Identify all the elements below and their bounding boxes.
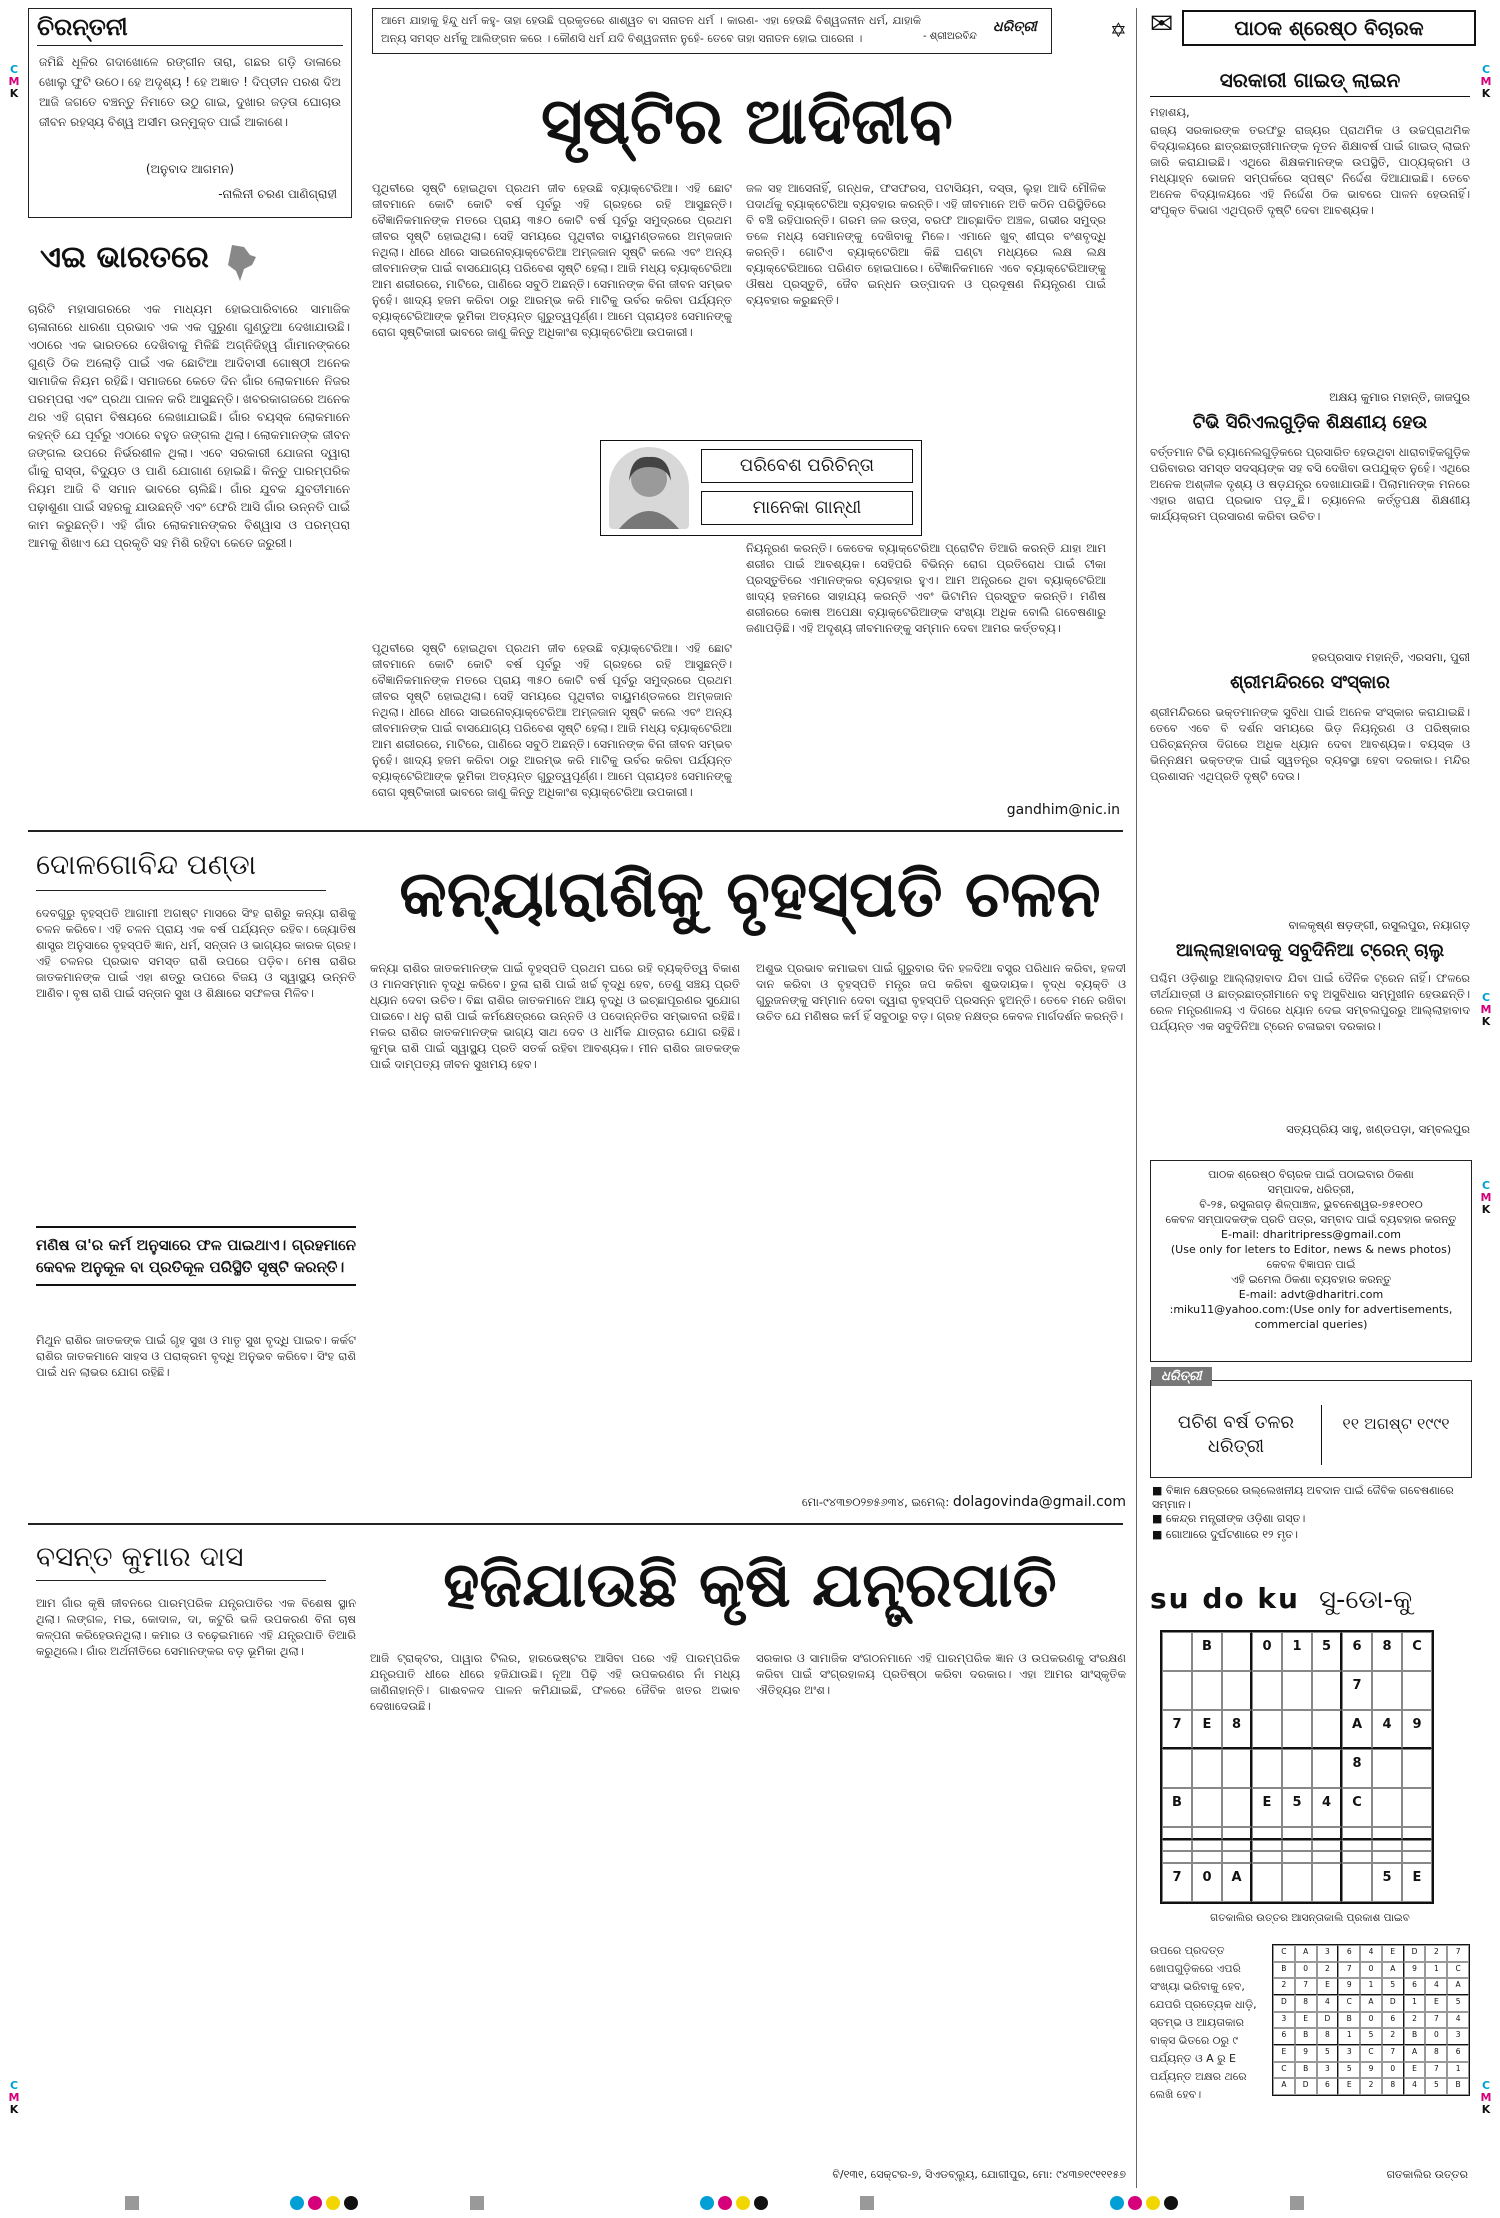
sudoku-cell[interactable]: A [1222,1863,1252,1902]
solution-cell: 9 [1295,2045,1317,2062]
solution-cell: 8 [1295,1995,1317,2012]
solution-cell: A [1295,1945,1317,1962]
sudoku-cell[interactable] [1192,1840,1222,1852]
aji-bharat-label: ଏଇ ଭାରତରେ [40,240,340,290]
solution-cell: B [1338,2012,1360,2029]
sudoku-footer: ଗତକାଲିର ଉତ୍ତର ଆସନ୍ତାକାଲି ପ୍ରକାଶ ପାଇବ [1210,1912,1410,1924]
letter1-body: ରାଜ୍ୟ ସରକାରଙ୍କ ତରଫରୁ ରାଜ୍ୟର ପ୍ରାଥମିକ ଓ ଉଚ୍ଚପ୍ରାଥମିକ ବିଦ୍ୟାଳୟରେ ଛାତ୍ରଛାତ୍ରୀମାନଙ୍କ ନୂତନ ଶିକ୍ଷାବର୍ଷ ପାଇଁ ଗାଇଡ୍ ଲାଇନ ଜାରି କରାଯାଇଛି। ଏଥିରେ ଶିକ୍ଷକମାନଙ୍କ ଉପସ୍ଥିତି, ପାଠ୍ୟକ୍ରମ ଓ ମଧ୍ୟାହ୍ନ ଭୋଜନ ସମ୍ପର୍କରେ ସ୍ପଷ୍ଟ ନିର୍ଦ୍ଦେଶ ଦିଆଯାଇଛି। ତେବେ ଅନେକ ବିଦ୍ୟାଳୟରେ ଏହି ନିର୍ଦ୍ଦେଶ ଠିକ ଭାବରେ ପାଳନ ହେଉନାହିଁ। ସଂପୃକ୍ତ ବିଭାଗ ଏଥିପ୍ରତି ଦୃଷ୍ଟି ଦେବା ଆବଶ୍ୟକ। [1150,123,1470,217]
srishti-col-1b: ପୃଥିବୀରେ ସୃଷ୍ଟି ହୋଇଥିବା ପ୍ରଥମ ଜୀବ ହେଉଛି ବ୍ୟାକ୍ଟେରିଆ। ଏହି ଛୋଟ ଜୀବମାନେ କୋଟି କୋଟି ବର୍ଷ ପୂର୍ବରୁ ଏହି ଗ୍ରହରେ ରହି ଆସୁଛନ୍ତି। ବୈଜ୍ଞାନିକମାନଙ୍କ ମତରେ ପ୍ରାୟ ୩୫୦ କୋଟି ବର୍ଷ ପୂର୍ବରୁ ସମୁଦ୍ରରେ ପ୍ରଥମ ଜୀବର ସୃଷ୍ଟି ହୋଇଥିଲା। ସେହି ସମୟରେ ପୃଥିବୀର ବାୟୁମଣ୍ଡଳରେ ଅମ୍ଳଜାନ ନଥିଲା। ଧୀରେ ଧୀରେ ସାଇନୋବ୍ୟାକ୍ଟେରିଆ ଅମ୍ଳଜାନ ସୃଷ୍ଟି କଲେ ଏବଂ ଅନ୍ୟ ଜୀବମାନଙ୍କ ପାଇଁ ବାସଯୋଗ୍ୟ ପରିବେଶ ସୃଷ୍ଟି ହେଲା। ଆଜି ମଧ୍ୟ ବ୍ୟାକ୍ଟେରିଆ ଆମ ଶରୀରରେ, ମାଟିରେ, ପାଣିରେ ସବୁଠି ଅଛନ୍ତି। ସେମାନଙ୍କ ବିନା ଜୀବନ ସମ୍ଭବ ନୁହେଁ। ଖାଦ୍ୟ ହଜମ କରିବା ଠାରୁ ଆରମ୍ଭ କରି ମାଟିକୁ ଉର୍ବର କରିବା ପର୍ଯ୍ୟନ୍ତ ବ୍ୟାକ୍ଟେରିଆଙ୍କ ଭୂମିକା ଅତ୍ୟନ୍ତ ଗୁରୁତ୍ୱପୂର୍ଣ୍ଣ। ଆମେ ପ୍ରାୟତଃ ସେମାନଙ୍କୁ ରୋଗ ସୃଷ୍ଟିକାରୀ ଭାବରେ ଜାଣୁ କିନ୍ତୁ ଅଧିକାଂଶ ବ୍ୟାକ୍ଟେରିଆ ଉପକାରୀ। [372,641,732,799]
sudoku-cell[interactable] [1222,1827,1252,1840]
solution-cell: 5 [1425,2078,1447,2095]
solution-cell: E [1425,1995,1447,2012]
contact-note1: (Use only for leters to Editor, news & news photos) [1170,1243,1452,1256]
solution-cell: 0 [1295,1962,1317,1979]
sudoku-cell[interactable]: E [1402,1863,1432,1902]
solution-cell: 6 [1338,1945,1360,1962]
krushi-author: ବସନ୍ତ କୁମାର ଦାସ [36,1540,244,1573]
sudoku-cell[interactable]: 4 [1372,1710,1402,1750]
sudoku-cell[interactable] [1402,1840,1432,1852]
sudoku-cell[interactable] [1402,1788,1432,1827]
sudoku-cell[interactable] [1312,1851,1342,1863]
sudoku-cell[interactable] [1252,1749,1282,1788]
column-label: ପରିବେଶ ପରିଚିନ୍ତା [701,449,913,483]
star-icon: ✡ [1110,18,1127,42]
solution-cell: 0 [1382,2062,1404,2079]
sudoku-cell[interactable]: B [1192,1632,1222,1671]
solution-cell: C [1273,1945,1295,1962]
dharitri-logo: ଧରିତ୍ରୀ [993,19,1037,35]
contact-heading: ପାଠକ ଶ୍ରେଷ୍ଠ ବିଚାରକ ପାଇଁ ପଠାଇବାର ଠିକଣା [1208,1168,1414,1181]
sudoku-cell[interactable] [1222,1788,1252,1827]
sudoku-cell[interactable] [1372,1851,1402,1863]
sudoku-cell[interactable] [1282,1863,1312,1902]
solution-cell: 4 [1404,2078,1426,2095]
sudoku-cell[interactable]: 7 [1162,1863,1192,1902]
sudoku-cell[interactable] [1252,1827,1282,1840]
sudoku-cell[interactable]: 7 [1342,1671,1372,1710]
solution-cell: 6 [1382,2012,1404,2029]
quote-text: ଆମେ ଯାହାକୁ ହିନ୍ଦୁ ଧର୍ମ କହୁ- ତାହା ହେଉଛି ପ୍ରକୃତରେ ଶାଶ୍ୱତ ବା ସନାତନ ଧର୍ମ । କାରଣ- ଏହା ହେଉଛି ବିଶ୍ୱଜନୀନ ଧର୍ମ, ଯାହାକି ଅନ୍ୟ ସମସ୍ତ ଧର୍ମକୁ ଆଲିଙ୍ଗନ କରେ । କୌଣସି ଧର୍ମ ଯଦି ବିଶ୍ୱଜନୀନ ନୁହେଁ- ତେବେ ତାହା ସନାତନ ହୋଇ ପାରେନା । [381,14,921,45]
sudoku-cell[interactable] [1342,1827,1372,1840]
sudoku-cell[interactable]: 8 [1372,1632,1402,1671]
headline-srishti: ସୃଷ୍ଟିର ଆଦିଜୀବ [541,84,953,159]
solution-cell: 7 [1295,1978,1317,1995]
solution-cell: 1 [1404,1995,1426,2012]
solution-cell: D [1295,2078,1317,2095]
kanya-contact: ମୋ-୯୪୩୭୦୨୭୫୬୩୪, ଇମେଲ୍: dolagovinda@gmail.com [801,1494,1126,1510]
srishti-col-2: ଜଳ ସହ ଆସେନାହିଁ, ଗନ୍ଧକ, ଫସଫରସ, ପଟାସିୟମ, ଦସ୍ତା, ଲୁହା ଆଦି ମୌଳିକ ପଦାର୍ଥକୁ ବ୍ୟାକ୍ଟେରିଆ ବ୍ୟବହାର କରନ୍ତି। ଏହି ଜୀବମାନେ ଅତି କଠିନ ପରିସ୍ଥିତିରେ ବି ବଞ୍ଚି ରହିପାରନ୍ତି। ଗରମ ଜଳ ଉତ୍ସ, ବରଫ ଆଚ୍ଛାଦିତ ଅଞ୍ଚଳ, ଗଭୀର ସମୁଦ୍ର ତଳେ ମଧ୍ୟ ସେମାନଙ୍କୁ ଦେଖିବାକୁ ମିଳେ। ଏମାନେ ଖୁବ୍ ଶୀଘ୍ର ବଂଶବୃଦ୍ଧି କରନ୍ତି। ଗୋଟିଏ ବ୍ୟାକ୍ଟେରିଆ କିଛି ଘଣ୍ଟା ମଧ୍ୟରେ ଲକ୍ଷ ଲକ୍ଷ ବ୍ୟାକ୍ଟେରିଆରେ ପରିଣତ ହୋଇପାରେ। ବୈଜ୍ଞାନିକମାନେ ଏବେ ବ୍ୟାକ୍ଟେରିଆଙ୍କୁ ଔଷଧ ପ୍ରସ୍ତୁତି, ଜୈବ ଇନ୍ଧନ ଉତ୍ପାଦନ ଓ ପ୍ରଦୂଷଣ ନିୟନ୍ତ୍ରଣ ପାଇଁ ବ୍ୟବହାର କରୁଛନ୍ତି। [746,181,1106,307]
sudoku-cell[interactable] [1342,1863,1372,1902]
sudoku-cell[interactable]: 6 [1342,1632,1372,1671]
solution-cell: C [1360,2045,1382,2062]
contact-box [1150,1160,1472,1362]
history-box [1150,1369,1472,1478]
letter2-title: ଟିଭି ସିରିଏଲଗୁଡ଼ିକ ଶିକ୍ଷଣୀୟ ହେଉ [1192,412,1428,433]
solution-cell: 2 [1360,2078,1382,2095]
contact-line2: ବି-୨୫, ରସୁଲଗଡ଼ ଶିଳ୍ପାଞ୍ଚଳ, ଭୁବନେଶ୍ୱର-୭୫୧୦୧୦ [1199,1198,1423,1211]
solution-cell: 4 [1317,1995,1339,2012]
solution-cell: 2 [1317,1962,1339,1979]
chirantani-verse: ଜମିଛି ଧୂଳିର ଗଦାଖୋଳେ ରଙ୍ଗୀନ ତାରା, ଗଛର ଗଡ଼ି ଡାଳାରେ ଖୋଲୁ ଫୁଟି ଉଠେ। ହେ ଅଦୃଶ୍ୟ ! ହେ ଅଜ୍ଞାତ ! ଦିପ୍ତୀନ ପରଶ ଦିଅ ଆଜି ଜଗତେ ବଞ୍ଚନ୍ତୁ ନିମାତେ ଉଠୁ ଗାଇ, ଦୁଖାର ଜଡ଼ତା ଘୋଚାଉ ଜୀବନ ରହସ୍ୟ ବିଶ୍ୱ ଅସୀମ ଉନ୍ମୁକ୍ତ ପାଇଁ ଆକାଶେ। [39,55,341,129]
solution-cell: E [1382,1945,1404,1962]
contact-email2[interactable]: E-mail: advt@dharitri.com [1238,1288,1384,1301]
cmk-mark-right-bottom: C M K [1480,2079,1492,2116]
kanya-col-3: ଅଶୁଭ ପ୍ରଭାବ କମାଇବା ପାଇଁ ଗୁରୁବାର ଦିନ ହଳଦିଆ ବସ୍ତ୍ର ପରିଧାନ କରିବା, ହଳଦୀ ଦାନ କରିବା ଓ ବୃହସ୍ପତି ମନ୍ତ୍ର ଜପ କରିବା ଶୁଭଦାୟକ। ବୃଦ୍ଧ ବ୍ୟକ୍ତି ଓ ଗୁରୁଜନଙ୍କୁ ସମ୍ମାନ ଦେବା ଦ୍ୱାରା ବୃହସ୍ପତି ପ୍ରସନ୍ନ ହୁଅନ୍ତି। ତେବେ ମନେ ରଖିବା ଉଚିତ ଯେ ମଣିଷର କର୍ମ ହିଁ ସବୁଠାରୁ ବଡ଼। ଗ୍ରହ ନକ୍ଷତ୍ର କେବଳ ମାର୍ଗଦର୍ଶନ କରନ୍ତି। [756,961,1126,1023]
solution-cell: E [1404,2062,1426,2079]
aji-bharat-body: ଚାରିଟି ମହାସାଗରରେ ଏକ ମାଧ୍ୟମ ହୋଇପାରିବାରେ ସାମାଜିକ ଚାଳାନାରେ ଧାରଣା ପ୍ରଭାବ ଏକ ଏକ ପୁରୁଣା ଗୁଣ୍ଡୁଆ ଦେଖାଯାଉଛି। ଏଠାରେ ଏକ ଭାରତରେ ଦେଖିବାକୁ ମିଳିଛି ଅଗ୍ନିଜିହ୍ୱ ଗାଁମାନଙ୍କରେ ଗୁଣ୍ଡି ଠିକ ଅଲୋଡ଼ି ପାଇଁ ଏକ ଛୋଟିଆ ଆଦିବାସୀ ଗୋଷ୍ଠୀ ଅନେକ ସାମାଜିକ ନିୟମ ରହିଛି। ସମାଜରେ କେତେ ଦିନ ଗାଁର ଲୋକମାନେ ନିଜର ପରମ୍ପରା ଏବଂ ପ୍ରଥା ପାଳନ କରି ଆସୁଛନ୍ତି। ଖବରକାଗଜରେ ଅନେକ ଥର ଏହି ଗ୍ରାମ ବିଷୟରେ ଲେଖାଯାଇଛି। ଗାଁର ବୟସ୍କ ଲୋକମାନେ କହନ୍ତି ଯେ ପୂର୍ବରୁ ଏଠାରେ ବହୁତ ଜଙ୍ଗଲ ଥିଲା। ଲୋକମାନଙ୍କ ଜୀବନ ଜଙ୍ଗଲ ଉପରେ ନିର୍ଭରଶୀଳ ଥିଲା। ଏବେ ସରକାରୀ ଯୋଜନା ଦ୍ୱାରା ଗାଁକୁ ରାସ୍ତା, ବିଦ୍ୟୁତ ଓ ପାଣି ଯୋଗାଣ ହୋଇଛି। କିନ୍ତୁ ପାରମ୍ପରିକ ନିୟମ ଆଜି ବି ସମାନ ଭାବରେ ଚାଲିଛି। ଗାଁର ଯୁବକ ଯୁବତୀମାନେ ପଢ଼ାଶୁଣା ପାଇଁ ସହରକୁ ଯାଉଛନ୍ତି ଏବଂ ଫେରି ଆସି ଗାଁର ଉନ୍ନତି ପାଇଁ କାମ କରୁଛନ୍ତି। ଏହି ଗାଁର ଲୋକମାନଙ୍କର ବିଶ୍ୱାସ ଓ ପରମ୍ପରା ଆମକୁ ଶିଖାଏ ଯେ ପ୍ରକୃତି ସହ ମିଶି ରହିବା କେତେ ଜରୁରୀ। [28,302,350,550]
quote-attribution: - ଶ୍ରୀଅରବିନ୍ଦ [923,31,977,42]
srishti-col-1: ପୃଥିବୀରେ ସୃଷ୍ଟି ହୋଇଥିବା ପ୍ରଥମ ଜୀବ ହେଉଛି ବ୍ୟାକ୍ଟେରିଆ। ଏହି ଛୋଟ ଜୀବମାନେ କୋଟି କୋଟି ବର୍ଷ ପୂର୍ବରୁ ଏହି ଗ୍ରହରେ ରହି ଆସୁଛନ୍ତି। ବୈଜ୍ଞାନିକମାନଙ୍କ ମତରେ ପ୍ରାୟ ୩୫୦ କୋଟି ବର୍ଷ ପୂର୍ବରୁ ସମୁଦ୍ରରେ ପ୍ରଥମ ଜୀବର ସୃଷ୍ଟି ହୋଇଥିଲା। ସେହି ସମୟରେ ପୃଥିବୀର ବାୟୁମଣ୍ଡଳରେ ଅମ୍ଳଜାନ ନଥିଲା। ଧୀରେ ଧୀରେ ସାଇନୋବ୍ୟାକ୍ଟେରିଆ ଅମ୍ଳଜାନ ସୃଷ୍ଟି କଲେ ଏବଂ ଅନ୍ୟ ଜୀବମାନଙ୍କ ପାଇଁ ବାସଯୋଗ୍ୟ ପରିବେଶ ସୃଷ୍ଟି ହେଲା। ଆଜି ମଧ୍ୟ ବ୍ୟାକ୍ଟେରିଆ ଆମ ଶରୀରରେ, ମାଟିରେ, ପାଣିରେ ସବୁଠି ଅଛନ୍ତି। ସେମାନଙ୍କ ବିନା ଜୀବନ ସମ୍ଭବ ନୁହେଁ। ଖାଦ୍ୟ ହଜମ କରିବା ଠାରୁ ଆରମ୍ଭ କରି ମାଟିକୁ ଉର୍ବର କରିବା ପର୍ଯ୍ୟନ୍ତ ବ୍ୟାକ୍ଟେରିଆଙ୍କ ଭୂମିକା ଅତ୍ୟନ୍ତ ଗୁରୁତ୍ୱପୂର୍ଣ୍ଣ। ଆମେ ପ୍ରାୟତଃ ସେମାନଙ୍କୁ ରୋଗ ସୃଷ୍ଟିକାରୀ ଭାବରେ ଜାଣୁ କିନ୍ତୁ ଅଧିକାଂଶ ବ୍ୟାକ୍ଟେରିଆ ଉପକାରୀ। [372,181,732,339]
solution-cell: A [1404,2045,1426,2062]
solution-cell: 6 [1447,2045,1469,2062]
sudoku-cell[interactable] [1252,1851,1282,1863]
quote-box [372,8,1052,54]
sudoku-cell[interactable] [1252,1840,1282,1852]
sudoku-cell[interactable]: 0 [1252,1632,1282,1671]
sudoku-cell[interactable]: E [1252,1788,1282,1827]
cmk-mark-right-mid2: C M K [1480,1179,1492,1216]
history-item-1: ■ ବିଜ୍ଞାନ କ୍ଷେତ୍ରରେ ଉଲ୍ଲେଖନୀୟ ଅବଦାନ ପାଇଁ ଜୈବିକ ଗବେଷଣାରେ ସମ୍ମାନ। [1152,1484,1454,1511]
sudoku-cell[interactable] [1192,1671,1222,1710]
sudoku-cell[interactable]: 0 [1192,1863,1222,1902]
chirantani-box [28,8,352,218]
solution-cell: E [1338,2078,1360,2095]
sudoku-cell[interactable] [1312,1827,1342,1840]
sudoku-cell[interactable]: 9 [1402,1710,1432,1750]
solution-cell: 0 [1425,2028,1447,2045]
krushi-col-3: ସରକାର ଓ ସାମାଜିକ ସଂଗଠନମାନେ ଏହି ପାରମ୍ପରିକ ଜ୍ଞାନ ଓ ଉପକରଣକୁ ସଂରକ୍ଷଣ କରିବା ପାଇଁ ସଂଗ୍ରହାଳୟ ପ୍ରତିଷ୍ଠା କରିବା ଦରକାର। ଏହା ଆମର ସାଂସ୍କୃତିକ ଐତିହ୍ୟର ଅଂଶ। [756,1651,1126,1697]
sudoku-cell[interactable] [1162,1840,1192,1852]
sudoku-cell[interactable] [1312,1863,1342,1902]
solution-cell: D [1382,1995,1404,2012]
solution-cell: 1 [1447,2062,1469,2079]
sudoku-cell[interactable]: 8 [1342,1749,1372,1788]
solution-cell: D [1404,1945,1426,1962]
solution-cell: 5 [1317,2045,1339,2062]
sudoku-cell[interactable]: B [1162,1788,1192,1827]
solution-cell: A [1360,1995,1382,2012]
solution-cell: 3 [1338,2045,1360,2062]
history-item-3: ■ ଗୋଆରେ ଦୁର୍ଘଟଣାରେ ୧୨ ମୃତ। [1152,1528,1298,1541]
vsep-right [1136,8,1137,2188]
sudoku-cell[interactable] [1312,1710,1342,1750]
solution-cell: 2 [1382,2028,1404,2045]
sudoku-cell[interactable] [1282,1851,1312,1863]
solution-cell: 2 [1273,1978,1295,1995]
contact-line4: କେବଳ ବିଜ୍ଞାପନ ପାଇଁ [1266,1258,1356,1271]
solution-cell: 5 [1338,2062,1360,2079]
sudoku-grid[interactable] [1160,1630,1434,1904]
sudoku-cell[interactable] [1192,1827,1222,1840]
sudoku-cell[interactable] [1372,1788,1402,1827]
letter4-title: ଆଲ୍ଲାହାବାଦକୁ ସବୁଦିନିଆ ଟ୍ରେନ୍ ଚାଲୁ [1175,940,1445,961]
headline-krushi: ହଜିଯାଉଛି କୃଷି ଯନ୍ତ୍ରପାତି [443,1548,1057,1621]
sudoku-cell[interactable] [1162,1851,1192,1863]
sudoku-cell[interactable]: 5 [1312,1632,1342,1671]
solution-cell: 1 [1360,1978,1382,1995]
solution-cell: A [1273,2078,1295,2095]
srishti-email: gandhim@nic.in [1006,802,1120,818]
solution-cell: 3 [1317,1945,1339,1962]
india-map-icon [220,243,260,283]
sudoku-cell[interactable] [1282,1749,1312,1788]
solution-cell: 7 [1447,1945,1469,1962]
solution-cell: 3 [1447,2028,1469,2045]
sudoku-cell[interactable]: C [1342,1788,1372,1827]
solution-cell: D [1317,2012,1339,2029]
kanya-email[interactable]: dolagovinda@gmail.com [952,1494,1126,1510]
letter1-title: ସରକାରୀ ଗାଇଡ୍ ଲାଇନ [1150,68,1470,97]
sudoku-cell[interactable]: 4 [1312,1788,1342,1827]
sudoku-cell[interactable] [1162,1749,1192,1788]
history-item-2: ■ କେନ୍ଦ୍ର ମନ୍ତ୍ରୀଙ୍କ ଓଡ଼ିଶା ଗସ୍ତ। [1152,1512,1306,1525]
sudoku-cell[interactable] [1222,1632,1252,1671]
sudoku-cell[interactable] [1282,1710,1312,1750]
history-date: ୧୧ ଅଗଷ୍ଟ ୧୯୯୧ [1342,1414,1450,1433]
sudoku-cell[interactable] [1162,1671,1192,1710]
sudoku-cell[interactable] [1162,1632,1192,1671]
solution-cell: 2 [1425,1945,1447,1962]
headline-kanya: କନ୍ୟାରାଶିକୁ ବୃହସ୍ପତି ଚଳନ [399,857,1101,932]
sudoku-cell[interactable] [1372,1827,1402,1840]
envelope-icon: ✉ [1150,7,1174,40]
contact-email1[interactable]: E-mail: dharitripress@gmail.com [1221,1228,1401,1241]
letters-banner: ପାଠକ ଶ୍ରେଷ୍ଠ ବିଚାରକ [1182,10,1476,46]
solution-cell: 8 [1317,2028,1339,2045]
solution-cell: 7 [1425,2062,1447,2079]
solution-cell: 5 [1447,1995,1469,2012]
solution-cell: 7 [1425,2012,1447,2029]
sudoku-cell[interactable] [1252,1671,1282,1710]
sudoku-cell[interactable] [1282,1827,1312,1840]
sudoku-cell[interactable]: A [1342,1710,1372,1750]
letter3-sign: ବାଳକୃଷ୍ଣ ଷଡ଼ଙ୍ଗୀ, ରସୁଲପୁର, ନୟାଗଡ଼ [1288,918,1470,932]
solution-cell: B [1447,2078,1469,2095]
solution-cell: 0 [1360,1962,1382,1979]
cmk-mark-left-top: C M K [8,63,20,100]
kanya-pull-quote: ମଣିଷ ତା'ର କର୍ମ ଅନୁସାରେ ଫଳ ପାଇଥାଏ। ଗ୍ରହମାନେ କେବଳ ଅନୁକୂଳ ବା ପ୍ରତିକୂଳ ପରିସ୍ଥିତି ସୃଷ୍ଟି କରନ୍ତି। [36,1226,356,1286]
contact-line3: କେବଳ ସମ୍ପାଦକଙ୍କ ପ୍ରତି ପତ୍ର, ସମ୍ବାଦ ପାଇଁ ବ୍ୟବହାର କରନ୍ତୁ [1165,1213,1457,1226]
sudoku-cell[interactable]: 8 [1222,1710,1252,1750]
solution-cell: 1 [1338,2028,1360,2045]
solution-cell: C [1338,1995,1360,2012]
solution-cell: 2 [1404,2012,1426,2029]
solution-cell: 0 [1360,2012,1382,2029]
sudoku-cell[interactable] [1402,1851,1432,1863]
krushi-col-2: ଆଜି ଟ୍ରାକ୍ଟର, ପାୱାର ଟିଲର, ହାରଭେଷ୍ଟର ଆସିବା ପରେ ଏହି ପାରମ୍ପରିକ ଯନ୍ତ୍ରପାତି ଧୀରେ ଧୀରେ ହଜିଯାଉଛି। ନୂଆ ପିଢ଼ି ଏହି ଉପକରଣର ନାଁ ମଧ୍ୟ ଜାଣିନାହାନ୍ତି। ଗାଈବଳଦ ପାଳନ କମିଯାଇଛି, ଫଳରେ ଜୈବିକ ଖତର ଅଭାବ ଦେଖାଦେଉଛି। [370,1651,740,1713]
solution-cell: E [1295,2012,1317,2029]
contact-line5: ଏହି ଇମେଲ ଠିକଣା ବ୍ୟବହାର କରନ୍ତୁ [1230,1273,1392,1286]
chirantani-poet: -ନାଲିନୀ ଚରଣ ପାଣିଗ୍ରାହୀ [218,187,337,201]
registration-dots [0,2196,1500,2216]
solution-cell: D [1273,1995,1295,2012]
sudoku-cell[interactable] [1312,1671,1342,1710]
solution-cell: 6 [1273,2028,1295,2045]
sudoku-cell[interactable] [1222,1671,1252,1710]
sudoku-cell[interactable] [1192,1851,1222,1863]
sudoku-cell[interactable] [1402,1671,1432,1710]
solution-cell: C [1273,2062,1295,2079]
contact-line1: ସମ୍ପାଦକ, ଧରିତ୍ରୀ, [1267,1183,1355,1196]
solution-cell: 8 [1425,2045,1447,2062]
sudoku-cell[interactable] [1402,1827,1432,1840]
solution-cell: E [1273,2045,1295,2062]
sudoku-cell[interactable] [1162,1827,1192,1840]
letter4-sign: ସତ୍ୟପ୍ରିୟ ସାହୁ, ଖଣ୍ଡପଡ଼ା, ସମ୍ବଲପୁର [1286,1122,1470,1136]
solution-cell: 1 [1425,1962,1447,1979]
letter3-body: ଶ୍ରୀମନ୍ଦିରରେ ଭକ୍ତମାନଙ୍କ ସୁବିଧା ପାଇଁ ଅନେକ ସଂସ୍କାର କରାଯାଇଛି। ତେବେ ଏବେ ବି ଦର୍ଶନ ସମୟରେ ଭିଡ଼ ନିୟନ୍ତ୍ରଣ ଓ ପରିଷ୍କାର ପରିଚ୍ଛନ୍ନତା ଦିଗରେ ଅଧିକ ଧ୍ୟାନ ଦେବା ଆବଶ୍ୟକ। ବୟସ୍କ ଓ ଭିନ୍ନକ୍ଷମ ଭକ୍ତଙ୍କ ପାଇଁ ସ୍ୱତନ୍ତ୍ର ବ୍ୟବସ୍ଥା ହେବା ଦରକାର। ମନ୍ଦିର ପ୍ରଶାସନ ଏଥିପ୍ରତି ଦୃଷ୍ଟି ଦେଉ। [1150,705,1470,783]
sudoku-answer-label: ଗତକାଲିର ଉତ୍ତର [1386,2168,1468,2181]
sudoku-cell[interactable] [1372,1671,1402,1710]
letter3-title: ଶ୍ରୀମନ୍ଦିରରେ ସଂସ୍କାର [1230,672,1390,693]
sudoku-cell[interactable]: E [1192,1710,1222,1750]
solution-cell: 4 [1360,1945,1382,1962]
sudoku-cell[interactable] [1252,1710,1282,1750]
sudoku-cell[interactable] [1222,1749,1252,1788]
solution-cell: 3 [1317,2062,1339,2079]
cmk-mark-right-top: C M K [1480,63,1492,100]
solution-cell: 9 [1404,1962,1426,1979]
chirantani-credit: (ଅନୁବାଦ ଆଗମନ) [145,162,235,176]
sudoku-cell[interactable] [1222,1840,1252,1852]
kanya-col-1b: ମିଥୁନ ରାଶିର ଜାତକଙ୍କ ପାଇଁ ଗୃହ ସୁଖ ଓ ମାତୃ ସୁଖ ବୃଦ୍ଧି ପାଇବ। କର୍କଟ ରାଶିର ଜାତକମାନେ ସାହସ ଓ ପରାକ୍ରମ ବୃଦ୍ଧି ଅନୁଭବ କରିବେ। ସିଂହ ରାଶି ପାଇଁ ଧନ ଲାଭର ଯୋଗ ରହିଛି। [36,1333,356,1379]
letter1-sign: ଅକ୍ଷୟ କୁମାର ମହାନ୍ତି, ଜାଜପୁର [1329,390,1470,404]
sudoku-cell[interactable]: C [1402,1632,1432,1671]
history-title: ପଚିଶ ବର୍ଷ ତଳର ଧରିତ୍ରୀ [1177,1412,1295,1457]
solution-cell: 7 [1338,1962,1360,1979]
solution-cell: 4 [1425,1978,1447,1995]
letter2-sign: ହରପ୍ରସାଦ ମହାନ୍ତି, ଏରସମା, ପୁରୀ [1311,650,1470,664]
solution-cell: A [1382,1962,1404,1979]
solution-cell: B [1295,2062,1317,2079]
letter2-body: ବର୍ତ୍ତମାନ ଟିଭି ଚ୍ୟାନେଲଗୁଡ଼ିକରେ ପ୍ରସାରିତ ହେଉଥିବା ଧାରାବାହିକଗୁଡ଼ିକ ପରିବାରର ସମସ୍ତ ସଦସ୍ୟଙ୍କ ସହ ବସି ଦେଖିବା ଉପଯୁକ୍ତ ନୁହେଁ। ଏଥିରେ ଅନେକ ଅଶ୍ଳୀଳ ଦୃଶ୍ୟ ଓ ଷଡ଼ଯନ୍ତ୍ର ଦେଖାଯାଉଛି। ପିଲାମାନଙ୍କ ମନରେ ଏହାର ଖରାପ ପ୍ରଭାବ ପଡ଼ୁଛି। ଚ୍ୟାନେଲ କର୍ତ୍ତୃପକ୍ଷ ଶିକ୍ଷଣୀୟ କାର୍ଯ୍ୟକ୍ରମ ପ୍ରସାରଣ କରିବା ଉଚିତ। [1150,445,1470,523]
solution-cell: 5 [1360,2028,1382,2045]
sudoku-cell[interactable] [1312,1840,1342,1852]
sudoku-instructions: ଉପରେ ପ୍ରଦତ୍ତ ଖୋପଗୁଡ଼ିକରେ ଏପରି ସଂଖ୍ୟା ଭରିବାକୁ ହେବ, ଯେପରି ପ୍ରତ୍ୟେକ ଧାଡ଼ି, ସ୍ତମ୍ଭ ଓ ଆୟତାକାର ବାକ୍ସ ଭିତରେ ୦ରୁ ୯ ପର୍ଯ୍ୟନ୍ତ ଓ A ରୁ E ପର୍ଯ୍ୟନ୍ତ ଅକ୍ଷର ଥରେ ଲେଖି ହେବ। [1150,1944,1257,2101]
sudoku-cell[interactable] [1342,1851,1372,1863]
kanya-author: ଦୋଳଗୋବିନ୍ଦ ପଣ୍ଡା [36,848,257,881]
sudoku-cell[interactable]: 5 [1372,1863,1402,1902]
sudoku-cell[interactable] [1192,1788,1222,1827]
contact-email3[interactable]: :miku11@yahoo.com:(Use only for advertisements, commercial queries) [1169,1303,1453,1331]
sudoku-cell[interactable] [1192,1749,1222,1788]
solution-cell: 6 [1404,1978,1426,1995]
kanya-col-1: ଦେବଗୁରୁ ବୃହସ୍ପତି ଆଗାମୀ ଅଗଷ୍ଟ ମାସରେ ସିଂହ ରାଶିରୁ କନ୍ୟା ରାଶିକୁ ଚଳନ କରିବେ। ଏହି ଚଳନ ପ୍ରାୟ ଏକ ବର୍ଷ ପର୍ଯ୍ୟନ୍ତ ରହିବ। ଜ୍ୟୋତିଷ ଶାସ୍ତ୍ର ଅନୁସାରେ ବୃହସ୍ପତି ଜ୍ଞାନ, ଧର୍ମ, ସନ୍ତାନ ଓ ଭାଗ୍ୟର କାରକ ଗ୍ରହ। ଏହି ଚଳନର ପ୍ରଭାବ ସମସ୍ତ ରାଶି ଉପରେ ପଡ଼ିବ। ମେଷ ରାଶିର ଜାତକମାନଙ୍କ ପାଇଁ ଏହା ଶତ୍ରୁ ଉପରେ ବିଜୟ ଓ ସ୍ୱାସ୍ଥ୍ୟ ଉନ୍ନତି ଆଣିବ। ବୃଷ ରାଶି ପାଇଁ ସନ୍ତାନ ସୁଖ ଓ ଶିକ୍ଷାରେ ସଫଳତା ମିଳିବ। [36,906,356,1000]
sudoku-cell[interactable] [1402,1749,1432,1788]
sudoku-cell[interactable] [1282,1671,1312,1710]
separator-1 [28,830,1123,832]
solution-cell: C [1447,1962,1469,1979]
sudoku-cell[interactable] [1372,1840,1402,1852]
letter1-salutation: ମହାଶୟ, [1150,105,1190,119]
history-logo: ଧରିତ୍ରୀ [1151,1367,1212,1386]
chirantani-title: ଚିରନ୍ତନୀ [37,13,128,41]
sudoku-cell[interactable] [1342,1840,1372,1852]
column-author-box [600,440,922,536]
solution-cell: E [1317,1978,1339,1995]
solution-cell: 9 [1360,2062,1382,2079]
sudoku-cell[interactable] [1282,1840,1312,1852]
solution-cell: 6 [1317,2078,1339,2095]
cmk-mark-left-bottom: C M K [8,2079,20,2116]
column-author: ମାନେକା ଗାନ୍ଧୀ [701,491,913,525]
solution-cell: B [1295,2028,1317,2045]
krushi-contact: ବି/୧୩୧, ସେକ୍ଟର-୭, ସିଏଡବ୍ଲ୍ୟୁ, ଯୋଗୀପୁର, ମୋ: ୯୪୩୭୧୯୧୧୧୫୭ [832,2168,1126,2181]
kanya-col-2: କନ୍ୟା ରାଶିର ଜାତକମାନଙ୍କ ପାଇଁ ବୃହସ୍ପତି ପ୍ରଥମ ଘରେ ରହି ବ୍ୟକ୍ତିତ୍ୱ ବିକାଶ ଓ ମାନସମ୍ମାନ ବୃଦ୍ଧି କରିବେ। ତୁଳା ରାଶି ପାଇଁ ଖର୍ଚ୍ଚ ବୃଦ୍ଧି ହେବ, ତେଣୁ ସଞ୍ଚୟ ପ୍ରତି ଧ୍ୟାନ ଦେବା ଉଚିତ। ବିଛା ରାଶିର ଜାତକମାନେ ଆୟ ବୃଦ୍ଧି ଓ ଇଚ୍ଛାପୂରଣର ସୁଯୋଗ ପାଇବେ। ଧନୁ ରାଶି ପାଇଁ କର୍ମକ୍ଷେତ୍ରରେ ଉନ୍ନତି ଓ ପଦୋନ୍ନତିର ସମ୍ଭାବନା ରହିଛି। ମକର ରାଶିର ଜାତକମାନଙ୍କ ଭାଗ୍ୟ ସାଥ ଦେବ ଓ ଧାର୍ମିକ ଯାତ୍ରାର ଯୋଗ ରହିଛି। କୁମ୍ଭ ରାଶି ପାଇଁ ସ୍ୱାସ୍ଥ୍ୟ ପ୍ରତି ସତର୍କ ରହିବା ଆବଶ୍ୟକ। ମୀନ ରାଶିର ଜାତକଙ୍କ ପାଇଁ ଦାମ୍ପତ୍ୟ ଜୀବନ ସୁଖମୟ ହେବ। [370,961,740,1071]
sudoku-cell[interactable]: 1 [1282,1632,1312,1671]
separator-2 [28,1523,1123,1525]
solution-cell: 3 [1273,2012,1295,2029]
solution-cell: 5 [1382,1978,1404,1995]
solution-cell: 9 [1338,1978,1360,1995]
sudoku-cell[interactable] [1312,1749,1342,1788]
solution-cell: B [1273,1962,1295,1979]
solution-cell: B [1404,2028,1426,2045]
author-photo [609,447,689,529]
solution-cell: A [1447,1978,1469,1995]
solution-cell: 4 [1447,2012,1469,2029]
solution-cell: 7 [1382,2045,1404,2062]
sudoku-cell[interactable] [1252,1863,1282,1902]
sudoku-solution [1272,1944,1470,2096]
sudoku-title: su do ku ସୁ-ଡୋ-କୁ [1150,1582,1413,1615]
letter4-body: ପଶ୍ଚିମ ଓଡ଼ିଶାରୁ ଆଲ୍ଲାହାବାଦ ଯିବା ପାଇଁ ଦୈନିକ ଟ୍ରେନ ନାହିଁ। ଫଳରେ ତୀର୍ଥଯାତ୍ରୀ ଓ ଛାତ୍ରଛାତ୍ରୀମାନେ ବହୁ ଅସୁବିଧାର ସମ୍ମୁଖୀନ ହେଉଛନ୍ତି। ରେଳ ମନ୍ତ୍ରଣାଳୟ ଏ ଦିଗରେ ଧ୍ୟାନ ଦେଇ ସମ୍ବଲପୁରରୁ ଆଲ୍ଲାହାବାଦ ପର୍ଯ୍ୟନ୍ତ ଏକ ସବୁଦିନିଆ ଟ୍ରେନ ଚଳାଇବା ଦରକାର। [1150,971,1470,1033]
solution-cell: 8 [1382,2078,1404,2095]
krushi-col-1: ଆମ ଗାଁର କୃଷି ଜୀବନରେ ପାରମ୍ପରିକ ଯନ୍ତ୍ରପାତିର ଏକ ବିଶେଷ ସ୍ଥାନ ଥିଲା। ଲଙ୍ଗଳ, ମଇ, କୋଦାଳ, ଦା, କଟୁରି ଭଳି ଉପକରଣ ବିନା ଚାଷ କଳ୍ପନା କରିହେଉନଥିଲା। କମାର ଓ ବଢ଼େଇମାନେ ଏହି ଯନ୍ତ୍ରପାତି ତିଆରି କରୁଥିଲେ। ଗାଁର ଅର୍ଥନୀତିରେ ସେମାନଙ୍କର ବଡ଼ ଭୂମିକା ଥିଲା। [36,1596,356,1658]
sudoku-cell[interactable] [1372,1749,1402,1788]
sudoku-cell[interactable]: 5 [1282,1788,1312,1827]
sudoku-cell[interactable]: 7 [1162,1710,1192,1750]
cmk-mark-right-mid: C M K [1480,991,1492,1028]
sudoku-cell[interactable] [1222,1851,1252,1863]
srishti-col-2b: ନିୟନ୍ତ୍ରଣ କରନ୍ତି। କେତେକ ବ୍ୟାକ୍ଟେରିଆ ପ୍ରୋଟିନ ତିଆରି କରନ୍ତି ଯାହା ଆମ ଶରୀର ପାଇଁ ଆବଶ୍ୟକ। ସେହିପରି ବିଭିନ୍ନ ରୋଗ ପ୍ରତିରୋଧ ପାଇଁ ଟୀକା ପ୍ରସ୍ତୁତିରେ ଏମାନଙ୍କର ବ୍ୟବହାର ହୁଏ। ଆମ ଅନ୍ତ୍ରରେ ଥିବା ବ୍ୟାକ୍ଟେରିଆ ଖାଦ୍ୟ ହଜମରେ ସାହାଯ୍ୟ କରନ୍ତି ଏବଂ ଭିଟାମିନ ପ୍ରସ୍ତୁତ କରନ୍ତି। ମଣିଷ ଶରୀରରେ କୋଷ ଅପେକ୍ଷା ବ୍ୟାକ୍ଟେରିଆଙ୍କ ସଂଖ୍ୟା ଅଧିକ ବୋଲି ଗବେଷଣାରୁ ଜଣାପଡ଼ିଛି। ଏହି ଅଦୃଶ୍ୟ ଜୀବମାନଙ୍କୁ ସମ୍ମାନ ଦେବା ଆମର କର୍ତ୍ତବ୍ୟ। [746,541,1106,635]
